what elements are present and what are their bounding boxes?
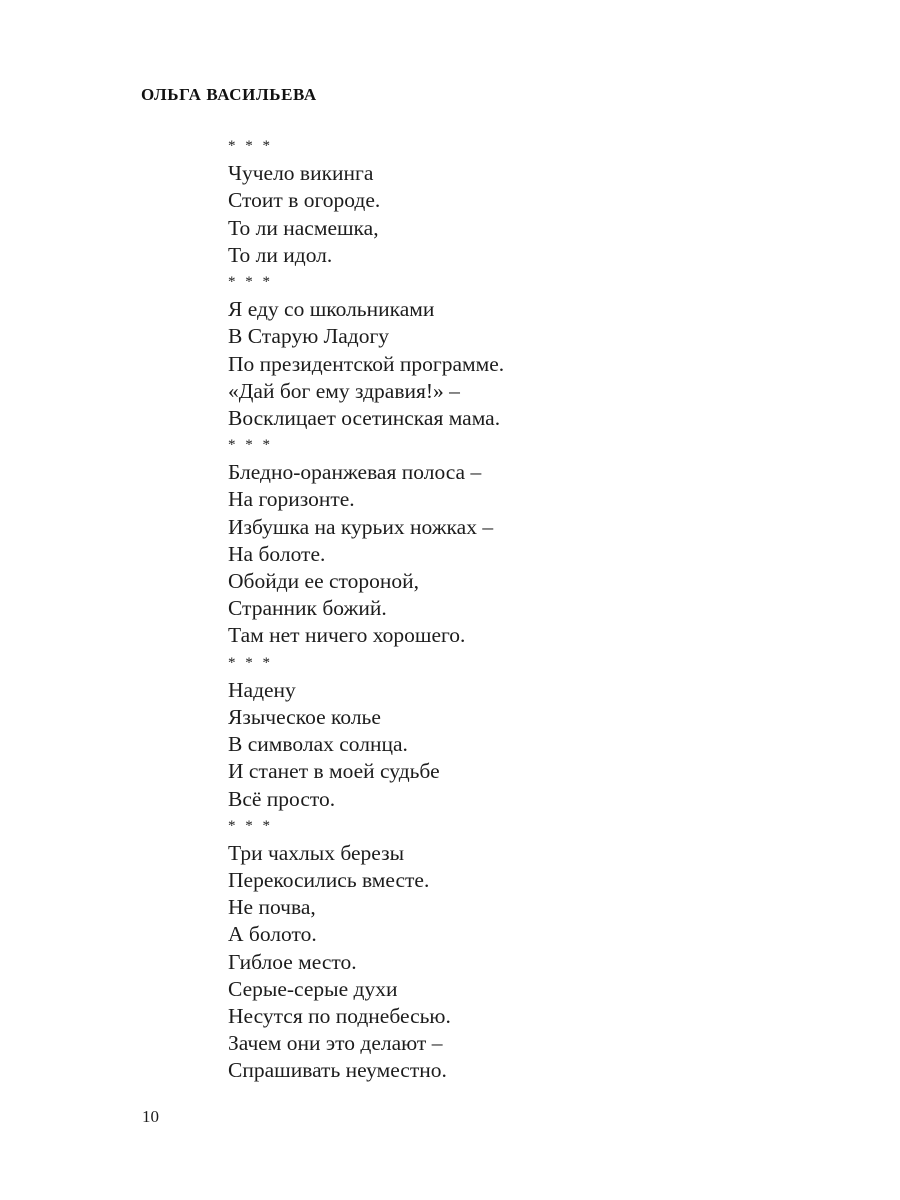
section-separator: * * *	[228, 654, 273, 671]
poem-line: Всё просто.	[228, 786, 336, 811]
poem-line: Восклицает осетинская мама.	[228, 405, 501, 430]
poem-line: Избушка на курьих ножках –	[228, 514, 494, 539]
poem-line: Три чахлых березы	[228, 840, 405, 865]
poem-line: А болото.	[228, 922, 317, 947]
poem-line: Я еду со школьниками	[228, 297, 435, 322]
poem-line: Стоит в огороде.	[228, 188, 381, 213]
poem-line: Спрашивать неуместно.	[228, 1058, 447, 1083]
poem-line: Чучело викинга	[228, 161, 374, 186]
poem	[228, 269, 788, 432]
poem-line: То ли идол.	[228, 242, 333, 267]
poem-line: В Старую Ладогу	[228, 324, 390, 349]
poem	[228, 813, 788, 1085]
poem-line: То ли насмешка,	[228, 215, 379, 240]
poem-line: По президентской программе.	[228, 351, 505, 376]
poem-line: «Дай бог ему здравия!» –	[228, 378, 460, 403]
poem-line: Там нет ничего хорошего.	[228, 623, 466, 648]
section-separator: * * *	[228, 817, 273, 834]
poem-line: Языческое колье	[228, 704, 381, 729]
poem-line: Странник божий.	[228, 596, 387, 621]
poem-line: Зачем они это делают –	[228, 1031, 443, 1056]
poem	[228, 650, 788, 813]
poem-line: И станет в моей судьбе	[228, 759, 440, 784]
poem-line: Гиблое место.	[228, 949, 357, 974]
poem-line: В символах солнца.	[228, 732, 408, 757]
poem-line: На болоте.	[228, 541, 326, 566]
poem-line: Бледно-оранжевая полоса –	[228, 460, 482, 485]
poem-collection	[228, 133, 788, 1085]
poem-line: Не почва,	[228, 895, 316, 920]
poem	[228, 133, 788, 269]
poem-line: Обойди ее стороной,	[228, 569, 420, 593]
poem	[228, 432, 788, 650]
poem-line: На горизонте.	[228, 487, 355, 512]
section-separator: * * *	[228, 437, 273, 454]
poem-line: Серые-серые духи	[228, 976, 398, 1001]
poem-line: Перекосились вместе.	[228, 868, 430, 893]
section-separator: * * *	[228, 273, 273, 290]
page-number: 10	[142, 1107, 159, 1126]
poem-line: Надену	[228, 677, 296, 702]
poem-line: Несутся по поднебесью.	[228, 1004, 451, 1028]
running-head-author: ОЛЬГА ВАСИЛЬЕВА	[141, 85, 317, 104]
section-separator: * * *	[228, 138, 273, 154]
